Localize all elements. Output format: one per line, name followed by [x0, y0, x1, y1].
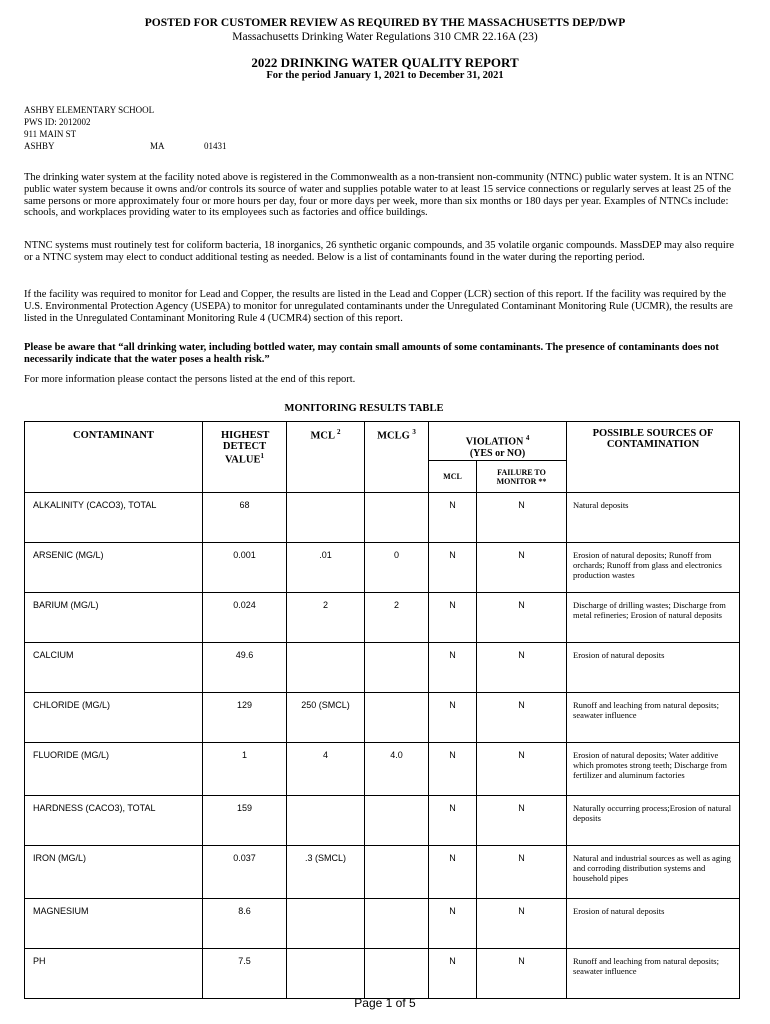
mclg-value — [365, 643, 429, 693]
possible-sources: Erosion of natural deposits; Water additive which promotes strong teeth; Discharge from fertilizer and aluminum factories — [567, 743, 740, 796]
table-row — [25, 899, 740, 949]
mclg-value — [365, 899, 429, 949]
violation-monitor: N — [477, 846, 567, 899]
violation-mcl: N — [429, 846, 477, 899]
mcl-value — [287, 949, 365, 999]
contaminant-name: ALKALINITY (CACO3), TOTAL — [25, 493, 203, 543]
table-title: MONITORING RESULTS TABLE — [284, 403, 444, 414]
highest-detect-value: 129 — [203, 693, 287, 743]
violation-mcl: N — [429, 796, 477, 846]
contaminant-name: ARSENIC (MG/L) — [25, 543, 203, 593]
contaminant-name: HARDNESS (CACO3), TOTAL — [25, 796, 203, 846]
posted-notice-heading: POSTED FOR CUSTOMER REVIEW AS REQUIRED BY THE MASSACHUSETTS DEP/DWP — [144, 17, 626, 29]
mcl-value: .3 (SMCL) — [287, 846, 365, 899]
system-name: ASHBY ELEMENTARY SCHOOL — [24, 105, 155, 115]
monitoring-results-table — [24, 421, 740, 999]
lead-copper-paragraph: If the facility was required to monitor for Lead and Copper, the results are listed in the Lead and Copper (LCR) section of this report. If the facility was required by the U.S. Environmental Protection Agency (USEPA) to monitor for unregulated contaminants under the Unregulated Contaminant Monitoring Rule (UCMR), the results are listed in the Unregulated Contaminant Monitoring Rule 4 (UCMR4) section of this report. — [24, 289, 733, 324]
intro-paragraph: The drinking water system at the facility noted above is registered in the Commonwealth as a non-transient non-community (NTNC) public water system. It is an NTNC public water system because it owns and/or controls its source of water and supplies potable water to at least 15 service connections or regularly serves at least 25 of the same persons or more approximately four or more hours per day, four or more days per week, more than six months or 180 days per year. Examples of NTNCs include: schools, and workplaces providing water to its employees such as factories and office buildings. — [24, 172, 734, 219]
table-row — [25, 543, 740, 593]
mcl-value: 250 (SMCL) — [287, 693, 365, 743]
regulation-subheading: Massachusetts Drinking Water Regulations 310 CMR 22.16A (23) — [232, 31, 538, 43]
system-state: MA — [150, 141, 165, 151]
mcl-value — [287, 796, 365, 846]
contaminant-name: BARIUM (MG/L) — [25, 593, 203, 643]
highest-detect-value: 0.037 — [203, 846, 287, 899]
highest-detect-value: 8.6 — [203, 899, 287, 949]
table-row — [25, 643, 740, 693]
highest-detect-value: 68 — [203, 493, 287, 543]
contaminant-name: FLUORIDE (MG/L) — [25, 743, 203, 796]
possible-sources: Erosion of natural deposits — [567, 899, 740, 949]
mcl-value: 4 — [287, 743, 365, 796]
violation-monitor: N — [477, 899, 567, 949]
highest-detect-value: 1 — [203, 743, 287, 796]
violation-monitor: N — [477, 796, 567, 846]
system-city: ASHBY — [24, 141, 55, 151]
possible-sources: Natural deposits — [567, 493, 740, 543]
violation-monitor: N — [477, 693, 567, 743]
table-row — [25, 949, 740, 999]
contaminant-name: IRON (MG/L) — [25, 846, 203, 899]
highest-detect-value: 0.001 — [203, 543, 287, 593]
mclg-value: 4.0 — [365, 743, 429, 796]
mcl-value — [287, 643, 365, 693]
violation-monitor: N — [477, 743, 567, 796]
system-address: 911 MAIN ST — [24, 129, 77, 139]
possible-sources: Erosion of natural deposits — [567, 643, 740, 693]
possible-sources: Naturally occurring process;Erosion of natural deposits — [567, 796, 740, 846]
violation-monitor: N — [477, 949, 567, 999]
contaminant-name: CHLORIDE (MG/L) — [25, 693, 203, 743]
header-mclg: MCLG $^3$ — [365, 422, 429, 493]
highest-detect-value: 0.024 — [203, 593, 287, 643]
mclg-value — [365, 493, 429, 543]
mclg-value — [365, 846, 429, 899]
mclg-value: 2 — [365, 593, 429, 643]
violation-mcl: N — [429, 899, 477, 949]
table-row — [25, 593, 740, 643]
testing-paragraph: NTNC systems must routinely test for coliform bacteria, 18 inorganics, 26 synthetic organic compounds, and 35 volatile organic compounds. MassDEP may also require or a NTNC system may elect to conduct additional testing as needed. Below is a list of contaminants found in the water during the reporting period. — [24, 240, 734, 263]
violation-monitor: N — [477, 493, 567, 543]
violation-mcl: N — [429, 593, 477, 643]
violation-monitor: N — [477, 643, 567, 693]
possible-sources: Discharge of drilling wastes; Discharge from metal refineries; Erosion of natural deposits — [567, 593, 740, 643]
report-period: For the period January 1, 2021 to December 31, 2021 — [266, 70, 504, 81]
header-highest-detect: HIGHEST DETECT VALUE$^1$ — [203, 422, 287, 493]
report-title: 2022 DRINKING WATER QUALITY REPORT — [251, 55, 519, 70]
table-row — [25, 846, 740, 899]
mcl-value: .01 — [287, 543, 365, 593]
pws-id: PWS ID: 2012002 — [24, 117, 91, 127]
table-row — [25, 796, 740, 846]
contaminant-name: CALCIUM — [25, 643, 203, 693]
violation-mcl: N — [429, 743, 477, 796]
contact-note: For more information please contact the persons listed at the end of this report. — [24, 374, 356, 385]
contaminant-name: PH — [25, 949, 203, 999]
violation-mcl: N — [429, 949, 477, 999]
mcl-value — [287, 899, 365, 949]
mclg-value — [365, 796, 429, 846]
table-row — [25, 743, 740, 796]
contaminant-name: MAGNESIUM — [25, 899, 203, 949]
header-mcl: MCL $^2$ — [287, 422, 365, 493]
highest-detect-value: 7.5 — [203, 949, 287, 999]
highest-detect-value: 159 — [203, 796, 287, 846]
violation-mcl: N — [429, 543, 477, 593]
mcl-value — [287, 493, 365, 543]
mclg-value — [365, 693, 429, 743]
header-violation-mcl: MCL — [429, 461, 477, 493]
violation-mcl: N — [429, 693, 477, 743]
violation-mcl: N — [429, 493, 477, 543]
header-contaminant: CONTAMINANT — [25, 422, 203, 493]
table-row — [25, 693, 740, 743]
possible-sources: Erosion of natural deposits; Runoff from orchards; Runoff from glass and electronics production wastes — [567, 543, 740, 593]
violation-mcl: N — [429, 643, 477, 693]
possible-sources: Natural and industrial sources as well as aging and corroding distribution systems and household pipes — [567, 846, 740, 899]
mclg-value: 0 — [365, 543, 429, 593]
table-row — [25, 493, 740, 543]
possible-sources: Runoff and leaching from natural deposits; seawater influence — [567, 949, 740, 999]
highest-detect-value: 49.6 — [203, 643, 287, 693]
health-notice: Please be aware that “all drinking water, including bottled water, may contain small amounts of some contaminants. The presence of contaminants does not necessarily indicate that the water poses a health risk.” — [24, 342, 719, 365]
mcl-value: 2 — [287, 593, 365, 643]
system-zip: 01431 — [204, 141, 227, 151]
violation-monitor: N — [477, 543, 567, 593]
header-violation: VIOLATION $^4$ (YES or NO) — [429, 422, 567, 461]
mclg-value — [365, 949, 429, 999]
possible-sources: Runoff and leaching from natural deposits; seawater influence — [567, 693, 740, 743]
header-failure-to-monitor: FAILURE TO MONITOR ** — [477, 461, 567, 493]
violation-monitor: N — [477, 593, 567, 643]
header-sources: POSSIBLE SOURCES OF CONTAMINATION — [567, 422, 740, 493]
page-number: Page 1 of 5 — [354, 996, 416, 1010]
